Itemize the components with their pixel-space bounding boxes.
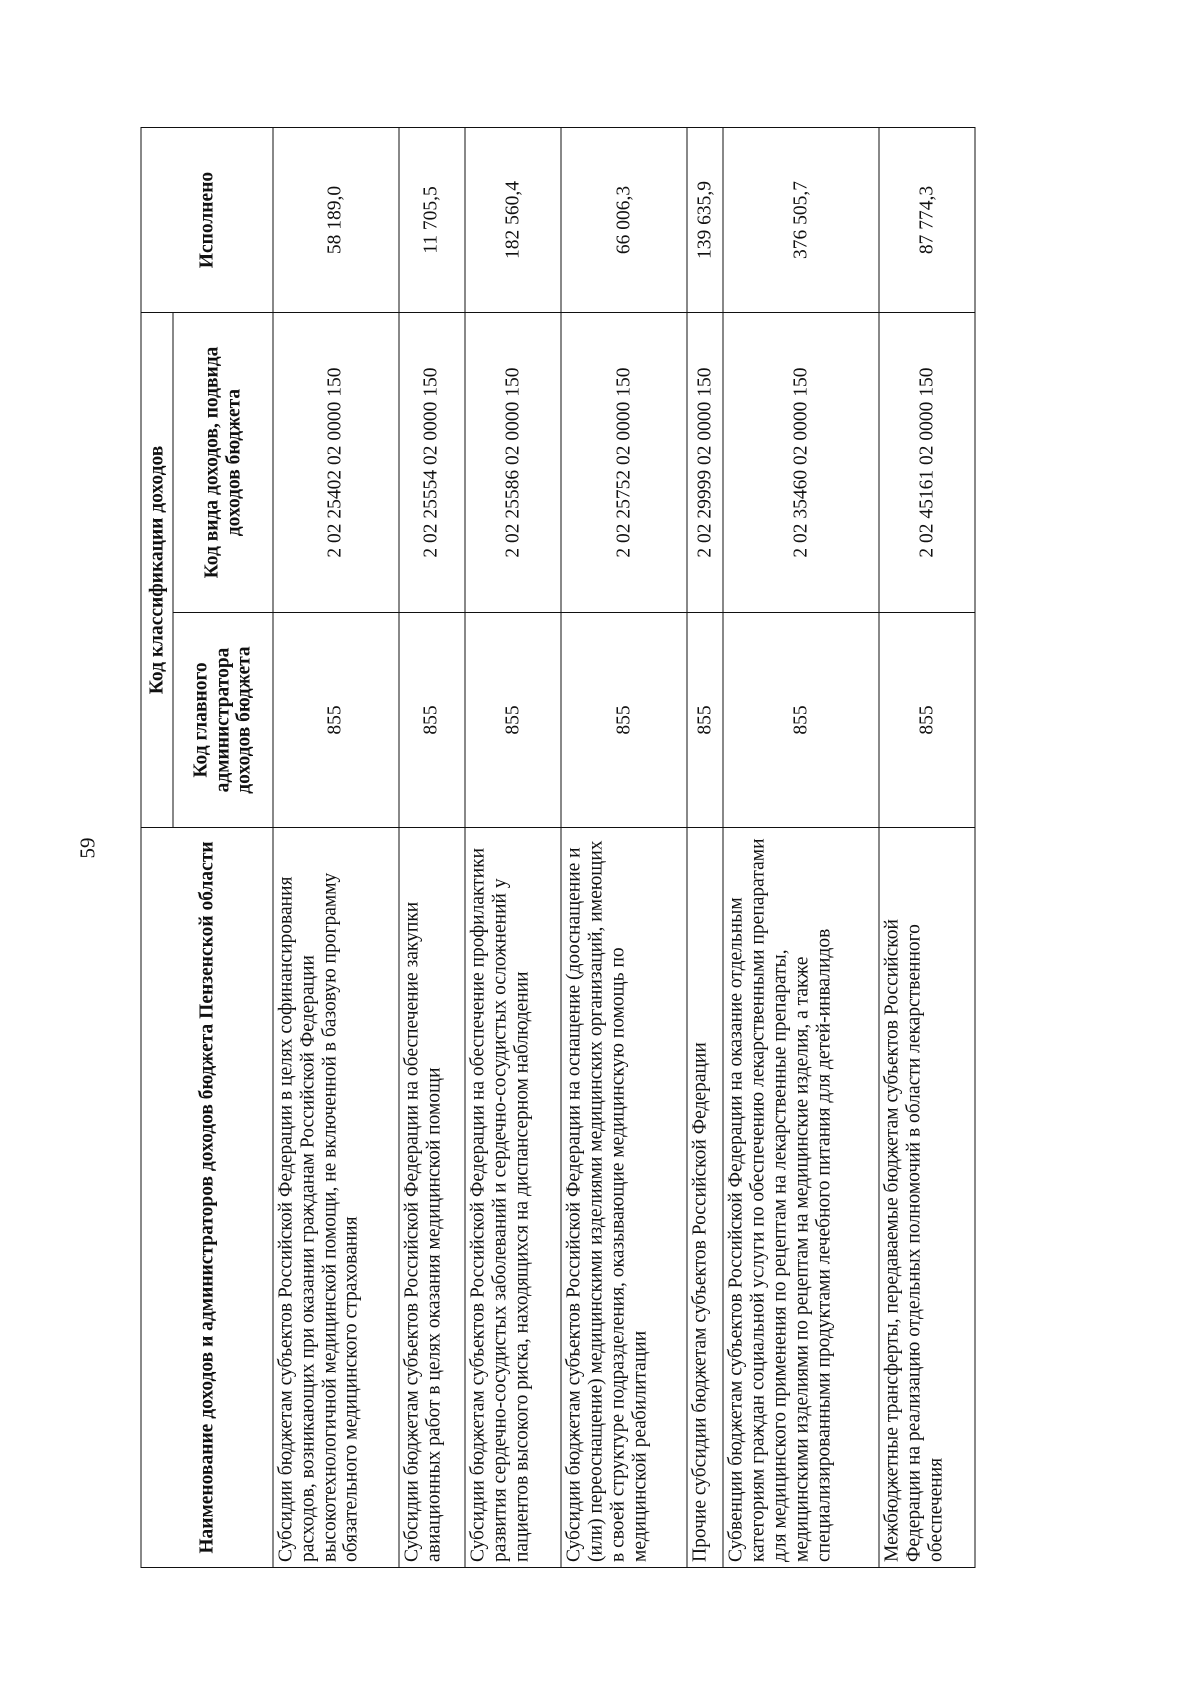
table-header [141,128,273,1568]
cell-executed: 376 505,7 [723,128,879,313]
cell-name: Межбюджетные трансферты, передаваемые бюджетам субъектов Российской Федерации на реализацию отдельных полномочий в области лекарственного обеспечения [879,828,975,1568]
table-row [879,128,975,1568]
header-name: Наименование доходов и администраторов доходов бюджета Пензенской области [141,828,273,1568]
cell-type-code: 2 02 45161 02 0000 150 [879,313,975,613]
header-type-code: Код вида доходов, подвида доходов бюджета [173,313,273,613]
table-row [561,128,687,1568]
cell-admin-code: 855 [465,613,561,828]
cell-name: Субсидии бюджетам субъектов Российской Федерации в целях софинансирования расходов, возникающих при оказании гражданам Российской Федерации высокотехнологичной медицинской помощи, не включенной в базовую программу обязательного медицинского страхования [273,828,399,1568]
cell-executed: 66 006,3 [561,128,687,313]
table-row [723,128,879,1568]
page-number: 59 [75,837,100,859]
cell-type-code: 2 02 35460 02 0000 150 [723,313,879,613]
cell-type-code: 2 02 25752 02 0000 150 [561,313,687,613]
cell-admin-code: 855 [879,613,975,828]
table-row [465,128,561,1568]
cell-admin-code: 855 [723,613,879,828]
header-admin-code: Код главного администратора доходов бюджета [173,613,273,828]
table-row [399,128,465,1568]
cell-admin-code: 855 [561,613,687,828]
cell-type-code: 2 02 25554 02 0000 150 [399,313,465,613]
cell-admin-code: 855 [399,613,465,828]
table-row [687,128,724,1568]
header-classification-group: Код классификации доходов [141,313,173,828]
cell-type-code: 2 02 29999 02 0000 150 [687,313,724,613]
cell-admin-code: 855 [687,613,724,828]
cell-admin-code: 855 [273,613,399,828]
header-executed: Исполнено [141,128,273,313]
cell-executed: 58 189,0 [273,128,399,313]
cell-executed: 87 774,3 [879,128,975,313]
cell-name: Субвенции бюджетам субъектов Российской Федерации на оказание отдельным категориям граждан социальной услуги по обеспечению лекарственными препаратами для медицинского применения по рецептам на лекарственные препараты, медицинскими изделиями по рецептам на медицинские изделия, а также специализированными продуктами лечебного питания для детей-инвалидов [723,828,879,1568]
cell-type-code: 2 02 25586 02 0000 150 [465,313,561,613]
cell-name: Прочие субсидии бюджетам субъектов Российской Федерации [687,828,724,1568]
table-body [273,128,975,1568]
cell-name: Субсидии бюджетам субъектов Российской Федерации на оснащение (дооснащение и (или) переоснащение) медицинскими изделиями медицинских организаций, имеющих в своей структуре подразделения, оказывающие медицинскую помощь по медицинской реабилитации [561,828,687,1568]
cell-executed: 11 705,5 [399,128,465,313]
cell-executed: 139 635,9 [687,128,724,313]
revenue-table-container [141,128,976,1568]
cell-executed: 182 560,4 [465,128,561,313]
cell-type-code: 2 02 25402 02 0000 150 [273,313,399,613]
cell-name: Субсидии бюджетам субъектов Российской Федерации на обеспечение профилактики развития сердечно-сосудистых заболеваний и сердечно-сосудистых осложнений у пациентов высокого риска, находящихся на диспансерном наблюдении [465,828,561,1568]
cell-name: Субсидии бюджетам субъектов Российской Федерации на обеспечение закупки авиационных работ в целях оказания медицинской помощи [399,828,465,1568]
table-row [273,128,399,1568]
revenue-table [141,127,976,1568]
